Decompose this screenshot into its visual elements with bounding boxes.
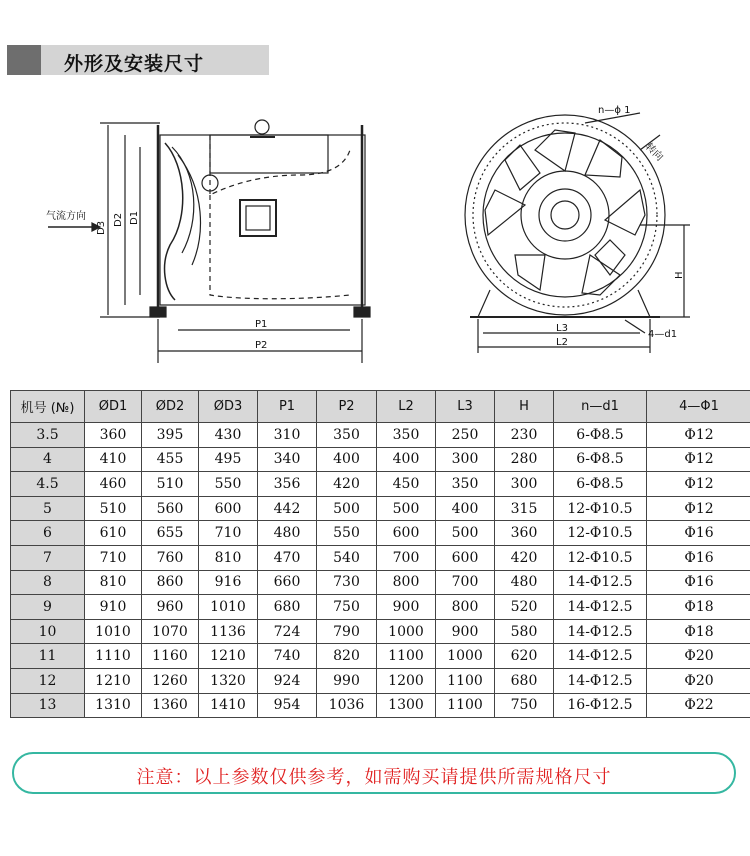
table-cell: 400 bbox=[436, 496, 495, 521]
table-cell: 400 bbox=[377, 447, 436, 472]
table-cell: 800 bbox=[436, 595, 495, 620]
l3-label: L3 bbox=[556, 323, 568, 334]
table-cell: 12-Φ10.5 bbox=[554, 545, 647, 570]
table-cell: 470 bbox=[258, 545, 317, 570]
model-cell: 5 bbox=[11, 496, 85, 521]
table-cell: 510 bbox=[142, 472, 199, 497]
table-cell: 1000 bbox=[436, 644, 495, 669]
p1-label: P1 bbox=[255, 319, 268, 330]
table-cell: 610 bbox=[85, 521, 142, 546]
table-row bbox=[11, 644, 750, 669]
notice-text: 注意：以上参数仅供参考，如需购买请提供所需规格尺寸 bbox=[136, 767, 612, 788]
table-cell: 350 bbox=[377, 423, 436, 448]
table-cell: 800 bbox=[377, 570, 436, 595]
table-cell: 560 bbox=[142, 496, 199, 521]
table-row bbox=[11, 595, 750, 620]
table-cell: 340 bbox=[258, 447, 317, 472]
table-cell: 1160 bbox=[142, 644, 199, 669]
table-cell: Φ16 bbox=[647, 570, 750, 595]
table-cell: 360 bbox=[495, 521, 554, 546]
table-cell: 350 bbox=[317, 423, 377, 448]
table-cell: 1136 bbox=[199, 619, 258, 644]
table-cell: 250 bbox=[436, 423, 495, 448]
model-cell: 4.5 bbox=[11, 472, 85, 497]
table-cell: 300 bbox=[495, 472, 554, 497]
table-cell: 540 bbox=[317, 545, 377, 570]
notice-box bbox=[12, 752, 736, 794]
col-l2: L2 bbox=[377, 391, 436, 423]
col-l3: L3 bbox=[436, 391, 495, 423]
model-cell: 6 bbox=[11, 521, 85, 546]
table-cell: 420 bbox=[317, 472, 377, 497]
n-phi1-label: n—ϕ 1 bbox=[598, 105, 631, 116]
table-cell: Φ22 bbox=[647, 693, 750, 718]
l2-label: L2 bbox=[556, 337, 568, 348]
rotation-label: 转向 bbox=[642, 141, 665, 164]
spec-table bbox=[10, 390, 750, 718]
table-cell: Φ16 bbox=[647, 521, 750, 546]
section-title: 外形及安装尺寸 bbox=[64, 53, 205, 75]
table-cell: 724 bbox=[258, 619, 317, 644]
table-cell: 6-Φ8.5 bbox=[554, 472, 647, 497]
table-cell: 1210 bbox=[199, 644, 258, 669]
table-cell: 820 bbox=[317, 644, 377, 669]
spec-table-body bbox=[11, 423, 750, 718]
table-cell: 420 bbox=[495, 545, 554, 570]
table-cell: 620 bbox=[495, 644, 554, 669]
d1-label: D1 bbox=[129, 210, 140, 225]
table-row bbox=[11, 521, 750, 546]
header-marker bbox=[7, 45, 41, 75]
table-cell: 1100 bbox=[436, 668, 495, 693]
table-cell: 600 bbox=[377, 521, 436, 546]
header-row bbox=[11, 391, 750, 423]
table-cell: 400 bbox=[317, 447, 377, 472]
table-cell: 230 bbox=[495, 423, 554, 448]
table-cell: 356 bbox=[258, 472, 317, 497]
table-cell: 916 bbox=[199, 570, 258, 595]
table-cell: 740 bbox=[258, 644, 317, 669]
table-row bbox=[11, 447, 750, 472]
h-label: H bbox=[674, 271, 685, 279]
table-cell: 790 bbox=[317, 619, 377, 644]
col-n-d1: n—d1 bbox=[554, 391, 647, 423]
table-cell: 480 bbox=[258, 521, 317, 546]
table-cell: 500 bbox=[377, 496, 436, 521]
table-row bbox=[11, 496, 750, 521]
table-row bbox=[11, 545, 750, 570]
section-header bbox=[7, 45, 269, 75]
table-cell: 710 bbox=[85, 545, 142, 570]
table-cell: 954 bbox=[258, 693, 317, 718]
col-p2: P2 bbox=[317, 391, 377, 423]
table-cell: 495 bbox=[199, 447, 258, 472]
col-d1: ØD1 bbox=[85, 391, 142, 423]
airflow-label: 气流方向 bbox=[46, 211, 86, 222]
table-cell: 580 bbox=[495, 619, 554, 644]
table-row bbox=[11, 472, 750, 497]
table-cell: 14-Φ12.5 bbox=[554, 644, 647, 669]
col-p1: P1 bbox=[258, 391, 317, 423]
table-cell: 1000 bbox=[377, 619, 436, 644]
table-row bbox=[11, 423, 750, 448]
table-cell: 14-Φ12.5 bbox=[554, 570, 647, 595]
table-cell: 1110 bbox=[85, 644, 142, 669]
table-cell: 700 bbox=[377, 545, 436, 570]
model-cell: 10 bbox=[11, 619, 85, 644]
table-cell: 6-Φ8.5 bbox=[554, 447, 647, 472]
table-cell: 510 bbox=[85, 496, 142, 521]
table-cell: 410 bbox=[85, 447, 142, 472]
table-cell: Φ18 bbox=[647, 619, 750, 644]
dimension-drawing bbox=[0, 95, 750, 385]
table-cell: 1010 bbox=[199, 595, 258, 620]
table-cell: 1200 bbox=[377, 668, 436, 693]
table-row bbox=[11, 668, 750, 693]
table-cell: 924 bbox=[258, 668, 317, 693]
table-cell: 1410 bbox=[199, 693, 258, 718]
d3-label: D3 bbox=[96, 220, 107, 235]
table-cell: 1070 bbox=[142, 619, 199, 644]
table-cell: 710 bbox=[199, 521, 258, 546]
p2-label: P2 bbox=[255, 340, 268, 351]
table-cell: 860 bbox=[142, 570, 199, 595]
side-view bbox=[48, 120, 370, 363]
table-cell: Φ12 bbox=[647, 472, 750, 497]
table-cell: Φ16 bbox=[647, 545, 750, 570]
table-cell: 460 bbox=[85, 472, 142, 497]
table-cell: 280 bbox=[495, 447, 554, 472]
table-cell: 14-Φ12.5 bbox=[554, 668, 647, 693]
table-cell: 6-Φ8.5 bbox=[554, 423, 647, 448]
col-d2: ØD2 bbox=[142, 391, 199, 423]
table-cell: 1300 bbox=[377, 693, 436, 718]
table-cell: 12-Φ10.5 bbox=[554, 496, 647, 521]
table-cell: Φ12 bbox=[647, 496, 750, 521]
table-cell: 730 bbox=[317, 570, 377, 595]
table-cell: 750 bbox=[495, 693, 554, 718]
d2-label: D2 bbox=[113, 212, 124, 227]
table-cell: Φ12 bbox=[647, 423, 750, 448]
table-cell: 550 bbox=[199, 472, 258, 497]
table-cell: Φ12 bbox=[647, 447, 750, 472]
table-cell: 1036 bbox=[317, 693, 377, 718]
table-cell: 1100 bbox=[436, 693, 495, 718]
table-cell: 960 bbox=[142, 595, 199, 620]
table-cell: 1260 bbox=[142, 668, 199, 693]
table-cell: 315 bbox=[495, 496, 554, 521]
table-cell: 360 bbox=[85, 423, 142, 448]
table-cell: 680 bbox=[495, 668, 554, 693]
model-cell: 8 bbox=[11, 570, 85, 595]
col-d3: ØD3 bbox=[199, 391, 258, 423]
table-cell: Φ20 bbox=[647, 644, 750, 669]
table-cell: 990 bbox=[317, 668, 377, 693]
col-4-phi1: 4—Φ1 bbox=[647, 391, 750, 423]
table-cell: 1320 bbox=[199, 668, 258, 693]
model-cell: 12 bbox=[11, 668, 85, 693]
table-cell: 1010 bbox=[85, 619, 142, 644]
model-cell: 7 bbox=[11, 545, 85, 570]
model-cell: 13 bbox=[11, 693, 85, 718]
table-cell: 910 bbox=[85, 595, 142, 620]
table-cell: 450 bbox=[377, 472, 436, 497]
table-cell: 480 bbox=[495, 570, 554, 595]
table-cell: 350 bbox=[436, 472, 495, 497]
table-cell: 310 bbox=[258, 423, 317, 448]
table-cell: 900 bbox=[377, 595, 436, 620]
fan-drawing-svg bbox=[0, 95, 750, 385]
table-row bbox=[11, 619, 750, 644]
table-cell: 1210 bbox=[85, 668, 142, 693]
table-cell: 660 bbox=[258, 570, 317, 595]
model-cell: 9 bbox=[11, 595, 85, 620]
table-row bbox=[11, 570, 750, 595]
table-cell: 1360 bbox=[142, 693, 199, 718]
model-cell: 4 bbox=[11, 447, 85, 472]
table-cell: 550 bbox=[317, 521, 377, 546]
table-cell: 760 bbox=[142, 545, 199, 570]
table-cell: 500 bbox=[317, 496, 377, 521]
table-cell: 810 bbox=[85, 570, 142, 595]
table-cell: 442 bbox=[258, 496, 317, 521]
table-row bbox=[11, 693, 750, 718]
table-cell: 680 bbox=[258, 595, 317, 620]
table-cell: Φ20 bbox=[647, 668, 750, 693]
model-cell: 11 bbox=[11, 644, 85, 669]
table-cell: 1100 bbox=[377, 644, 436, 669]
model-cell: 3.5 bbox=[11, 423, 85, 448]
col-model: 机号 (№) bbox=[11, 391, 85, 423]
table-cell: 16-Φ12.5 bbox=[554, 693, 647, 718]
table-cell: 455 bbox=[142, 447, 199, 472]
table-cell: 810 bbox=[199, 545, 258, 570]
table-cell: 300 bbox=[436, 447, 495, 472]
table-cell: 430 bbox=[199, 423, 258, 448]
table-cell: 600 bbox=[199, 496, 258, 521]
four-d1-label: 4—d1 bbox=[648, 329, 678, 340]
col-h: H bbox=[495, 391, 554, 423]
table-cell: 750 bbox=[317, 595, 377, 620]
table-cell: 655 bbox=[142, 521, 199, 546]
table-cell: 500 bbox=[436, 521, 495, 546]
table-cell: 520 bbox=[495, 595, 554, 620]
table-cell: 12-Φ10.5 bbox=[554, 521, 647, 546]
table-cell: 600 bbox=[436, 545, 495, 570]
table-cell: 395 bbox=[142, 423, 199, 448]
table-cell: 14-Φ12.5 bbox=[554, 619, 647, 644]
table-cell: 1310 bbox=[85, 693, 142, 718]
table-cell: 700 bbox=[436, 570, 495, 595]
table-cell: Φ18 bbox=[647, 595, 750, 620]
front-view-labels bbox=[556, 105, 685, 348]
table-cell: 14-Φ12.5 bbox=[554, 595, 647, 620]
table-cell: 900 bbox=[436, 619, 495, 644]
